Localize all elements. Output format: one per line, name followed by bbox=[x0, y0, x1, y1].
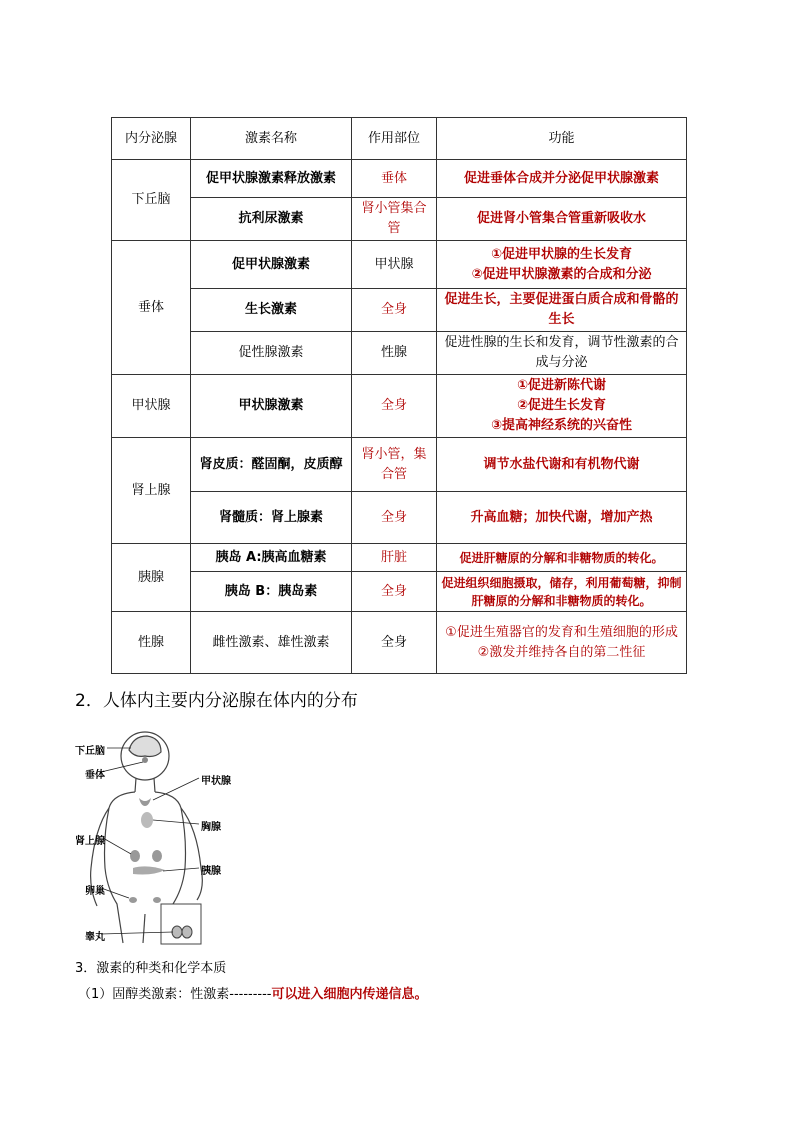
label-ovary: 卵巢 bbox=[85, 886, 105, 897]
site-cell: 全身 bbox=[352, 375, 437, 438]
function-cell: 促进肾小管集合管重新吸收水 bbox=[437, 198, 687, 241]
function-line: ②促进生长发育 bbox=[516, 398, 606, 413]
site-cell: 甲状腺 bbox=[352, 241, 437, 289]
function-line: ②激发并维持各自的第二性征 bbox=[477, 644, 646, 660]
site-cell: 垂体 bbox=[352, 160, 437, 198]
hormone-cell: 肾髓质：肾上腺素 bbox=[191, 492, 352, 544]
section-3-item-1 bbox=[78, 985, 428, 1005]
function-line: ①促进新陈代谢 bbox=[516, 378, 606, 393]
label-pancreas: 胰腺 bbox=[201, 866, 221, 877]
table-row bbox=[112, 160, 687, 198]
function-cell: 促进垂体合成并分泌促甲状腺激素 bbox=[437, 160, 687, 198]
function-cell bbox=[437, 375, 687, 438]
table-row bbox=[112, 438, 687, 492]
site-cell: 全身 bbox=[352, 572, 437, 612]
function-cell: 促进性腺的生长和发育，调节性激素的合成与分泌 bbox=[437, 332, 687, 375]
section-3-heading: 3．激素的种类和化学本质 bbox=[75, 961, 227, 976]
hormone-cell: 胰岛 B：胰岛素 bbox=[191, 572, 352, 612]
function-cell: 升高血糖；加快代谢，增加产热 bbox=[437, 492, 687, 544]
site-cell: 全身 bbox=[352, 289, 437, 332]
gland-cell: 胰腺 bbox=[112, 544, 191, 612]
adrenal-icon bbox=[130, 850, 140, 862]
function-cell: 调节水盐代谢和有机物代谢 bbox=[437, 438, 687, 492]
function-line: ①促进甲状腺的生长发育 bbox=[490, 246, 632, 262]
function-cell bbox=[437, 612, 687, 674]
gland-cell: 性腺 bbox=[112, 612, 191, 674]
label-adrenal: 肾上腺 bbox=[75, 836, 105, 847]
pancreas-icon bbox=[133, 866, 165, 874]
function-cell bbox=[437, 241, 687, 289]
table-row bbox=[112, 492, 687, 544]
endocrine-glands-figure bbox=[73, 728, 233, 946]
site-cell: 肾小管集合管 bbox=[352, 198, 437, 241]
hormone-cell: 肾皮质：醛固酮，皮质醇 bbox=[191, 438, 352, 492]
ovary-icon bbox=[129, 897, 137, 903]
hormone-cell: 生长激素 bbox=[191, 289, 352, 332]
hormone-cell: 抗利尿激素 bbox=[191, 198, 352, 241]
hormone-cell: 促甲状腺激素释放激素 bbox=[191, 160, 352, 198]
table-row bbox=[112, 198, 687, 241]
item-1-prefix: （1）固醇类激素：性激素--------- bbox=[78, 987, 272, 1002]
thymus-icon bbox=[141, 812, 153, 828]
function-line: ③提高神经系统的兴奋性 bbox=[490, 418, 632, 433]
hormone-cell: 促性腺激素 bbox=[191, 332, 352, 375]
site-cell: 性腺 bbox=[352, 332, 437, 375]
function-cell: 促进组织细胞摄取，储存，利用葡萄糖，抑制肝糖原的分解和非糖物质的转化。 bbox=[437, 572, 687, 612]
function-line: ①促进生殖器官的发育和生殖细胞的形成 bbox=[445, 624, 678, 640]
hormone-cell: 胰岛 A:胰高血糖素 bbox=[191, 544, 352, 572]
label-testis: 睾丸 bbox=[85, 932, 105, 943]
label-thyroid: 甲状腺 bbox=[201, 776, 231, 787]
table-row bbox=[112, 544, 687, 572]
thyroid-icon bbox=[139, 798, 151, 806]
function-cell: 促进生长，主要促进蛋白质合成和骨骼的生长 bbox=[437, 289, 687, 332]
table-row bbox=[112, 375, 687, 438]
site-cell: 全身 bbox=[352, 492, 437, 544]
function-line: ②促进甲状腺激素的合成和分泌 bbox=[471, 266, 652, 282]
header-function: 功能 bbox=[437, 118, 687, 160]
site-cell: 肾小管，集合管 bbox=[352, 438, 437, 492]
testis-icon bbox=[172, 926, 182, 938]
header-site: 作用部位 bbox=[352, 118, 437, 160]
function-cell: 促进肝糖原的分解和非糖物质的转化。 bbox=[437, 544, 687, 572]
label-thymus: 胸腺 bbox=[201, 822, 221, 833]
site-cell: 肝脏 bbox=[352, 544, 437, 572]
table-row bbox=[112, 289, 687, 332]
hormone-table bbox=[111, 117, 687, 674]
hormone-cell: 甲状腺激素 bbox=[191, 375, 352, 438]
hormone-cell: 促甲状腺激素 bbox=[191, 241, 352, 289]
label-hypothalamus: 下丘脑 bbox=[75, 746, 105, 757]
header-gland: 内分泌腺 bbox=[112, 118, 191, 160]
header-hormone: 激素名称 bbox=[191, 118, 352, 160]
gland-cell: 甲状腺 bbox=[112, 375, 191, 438]
site-cell: 全身 bbox=[352, 612, 437, 674]
gland-cell: 垂体 bbox=[112, 241, 191, 375]
hormone-cell: 雌性激素、雄性激素 bbox=[191, 612, 352, 674]
label-pituitary: 垂体 bbox=[85, 770, 105, 781]
table-header-row bbox=[112, 118, 687, 160]
section-2-heading: 2．人体内主要内分泌腺在体内的分布 bbox=[75, 691, 358, 711]
item-1-highlight: 可以进入细胞内传递信息。 bbox=[271, 987, 428, 1002]
table-row bbox=[112, 332, 687, 375]
table-row bbox=[112, 241, 687, 289]
gland-cell: 肾上腺 bbox=[112, 438, 191, 544]
table-row bbox=[112, 612, 687, 674]
gland-cell: 下丘脑 bbox=[112, 160, 191, 241]
table-row bbox=[112, 572, 687, 612]
